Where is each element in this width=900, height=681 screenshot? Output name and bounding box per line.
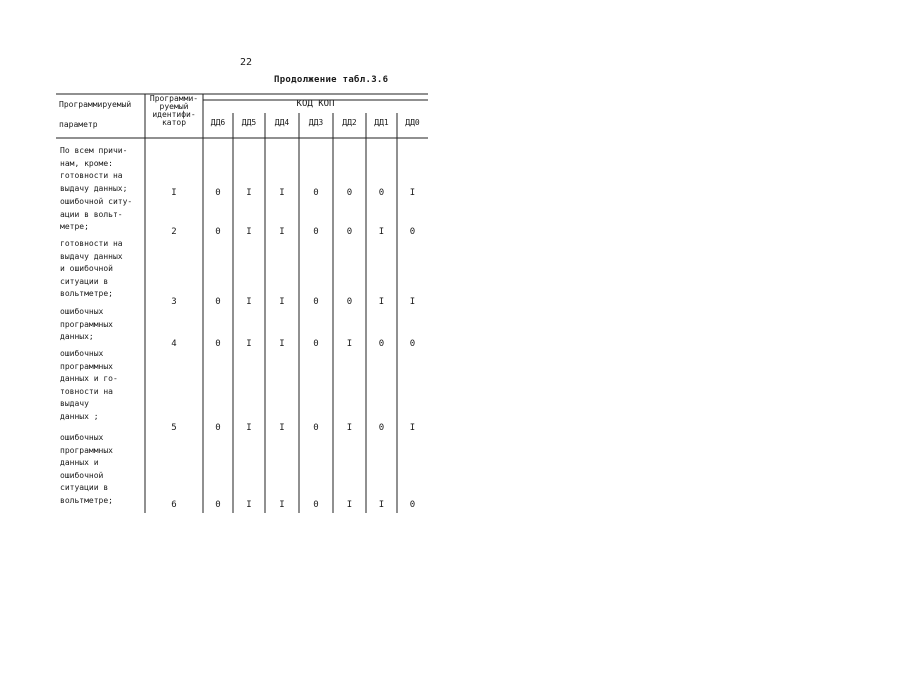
row-bit-value: I <box>246 500 252 510</box>
row-bit-value: 0 <box>409 339 416 349</box>
row-bit-value: 0 <box>215 227 221 237</box>
row-bit-value: I <box>409 423 416 433</box>
row-bit-value: I <box>279 188 285 198</box>
row-bit-value: I <box>279 339 285 349</box>
row-bit-value: I <box>378 227 385 237</box>
header-bit-label: ДД4 <box>274 118 290 127</box>
row-bit-value: 0 <box>346 188 353 198</box>
row-param-text: ошибочных <box>60 433 104 442</box>
header-bit-label: ДД2 <box>342 118 357 127</box>
row-bit-value: 0 <box>313 339 319 349</box>
row-param-text: программных <box>60 445 113 455</box>
row-param-text: программных <box>60 319 113 329</box>
header-id-line: катор <box>161 118 187 127</box>
row-bit-value: 0 <box>409 500 416 510</box>
row-bit-value: 0 <box>378 188 385 198</box>
row-bit-value: 0 <box>313 227 319 237</box>
header-bit-label: ДД0 <box>405 118 420 127</box>
row-bit-value: 0 <box>346 227 353 237</box>
row-bit-value: I <box>378 500 385 510</box>
row-param-text: ации в вольт- <box>60 209 123 219</box>
header-bit-label: ДД6 <box>210 118 226 127</box>
row-bit-value: I <box>246 227 252 237</box>
row-bit-value: 0 <box>215 339 221 349</box>
row-param-text: метре; <box>60 222 89 232</box>
row-bit-value: I <box>346 423 353 433</box>
row-param-text: данных и <box>60 458 99 468</box>
row-bit-value: I <box>279 227 285 237</box>
row-param-text: нам, кроме: <box>60 158 113 168</box>
row-param-text: выдачу <box>60 399 89 409</box>
row-identifier: 4 <box>171 339 177 349</box>
row-param-text: ситуации в <box>60 276 109 286</box>
row-identifier: 3 <box>171 297 177 307</box>
row-bit-value: I <box>246 339 252 349</box>
row-param-text: выдачу данных; <box>60 183 128 193</box>
page-number: 22 <box>240 57 253 68</box>
row-param-text: программных <box>60 361 113 371</box>
header-param-line: параметр <box>59 120 98 129</box>
row-bit-value: I <box>346 500 353 510</box>
header-bit-label: ДД5 <box>241 118 257 127</box>
row-param-text: данных и го- <box>60 374 118 384</box>
table-caption: Продолжение табл.3.6 <box>274 75 389 85</box>
row-identifier: 5 <box>171 423 177 433</box>
row-param-text: вольтметре; <box>60 289 113 299</box>
header-bit-label: ДД3 <box>308 118 324 127</box>
row-param-text: данных; <box>60 332 94 342</box>
row-param-text: товности на <box>60 386 113 396</box>
row-bit-value: I <box>246 423 252 433</box>
row-param-text: готовности на <box>60 171 123 181</box>
row-bit-value: 0 <box>409 227 416 237</box>
row-param-text: ошибочной ситу- <box>60 197 133 206</box>
row-param-text: ошибочных <box>60 307 104 316</box>
row-bit-value: 0 <box>378 339 385 349</box>
row-identifier: 6 <box>171 500 177 510</box>
row-param-text: вольтметре; <box>60 496 113 505</box>
row-bit-value: I <box>246 297 252 307</box>
header-bit-label: ДД1 <box>374 118 389 127</box>
row-param-text: выдачу данных <box>60 251 123 261</box>
header-id-line: руемый <box>159 102 189 111</box>
row-param-text: По всем причи- <box>60 146 128 155</box>
row-identifier: I <box>171 188 177 198</box>
row-bit-value: 0 <box>215 423 221 433</box>
row-identifier: 2 <box>171 227 177 237</box>
row-bit-value: I <box>279 297 285 307</box>
row-param-text: ситуации в <box>60 483 109 493</box>
row-bit-value: 0 <box>313 500 319 510</box>
row-bit-value: 0 <box>378 423 385 433</box>
header-id-line: Программи- <box>149 94 199 103</box>
row-bit-value: I <box>409 188 416 198</box>
row-bit-value: I <box>346 339 353 349</box>
row-bit-value: 0 <box>346 297 353 307</box>
row-bit-value: I <box>409 297 416 307</box>
header-param-line: Программируемый <box>59 100 132 109</box>
row-param-text: ошибочных <box>60 349 104 358</box>
header-group-title: КОД КОП <box>296 99 335 109</box>
row-bit-value: 0 <box>313 423 319 433</box>
row-bit-value: 0 <box>313 297 319 307</box>
row-bit-value: 0 <box>215 297 221 307</box>
row-param-text: и ошибочной <box>60 264 113 274</box>
data-table <box>56 93 428 513</box>
row-bit-value: 0 <box>215 500 221 510</box>
row-bit-value: 0 <box>313 188 319 198</box>
row-bit-value: I <box>246 188 252 198</box>
header-id-line: идентифи- <box>152 110 196 119</box>
row-param-text: готовности на <box>60 239 123 248</box>
row-bit-value: I <box>279 500 285 510</box>
row-bit-value: 0 <box>215 188 221 198</box>
row-bit-value: I <box>378 297 385 307</box>
row-param-text: данных ; <box>60 412 99 421</box>
row-param-text: ошибочной <box>60 470 104 480</box>
row-bit-value: I <box>279 423 285 433</box>
